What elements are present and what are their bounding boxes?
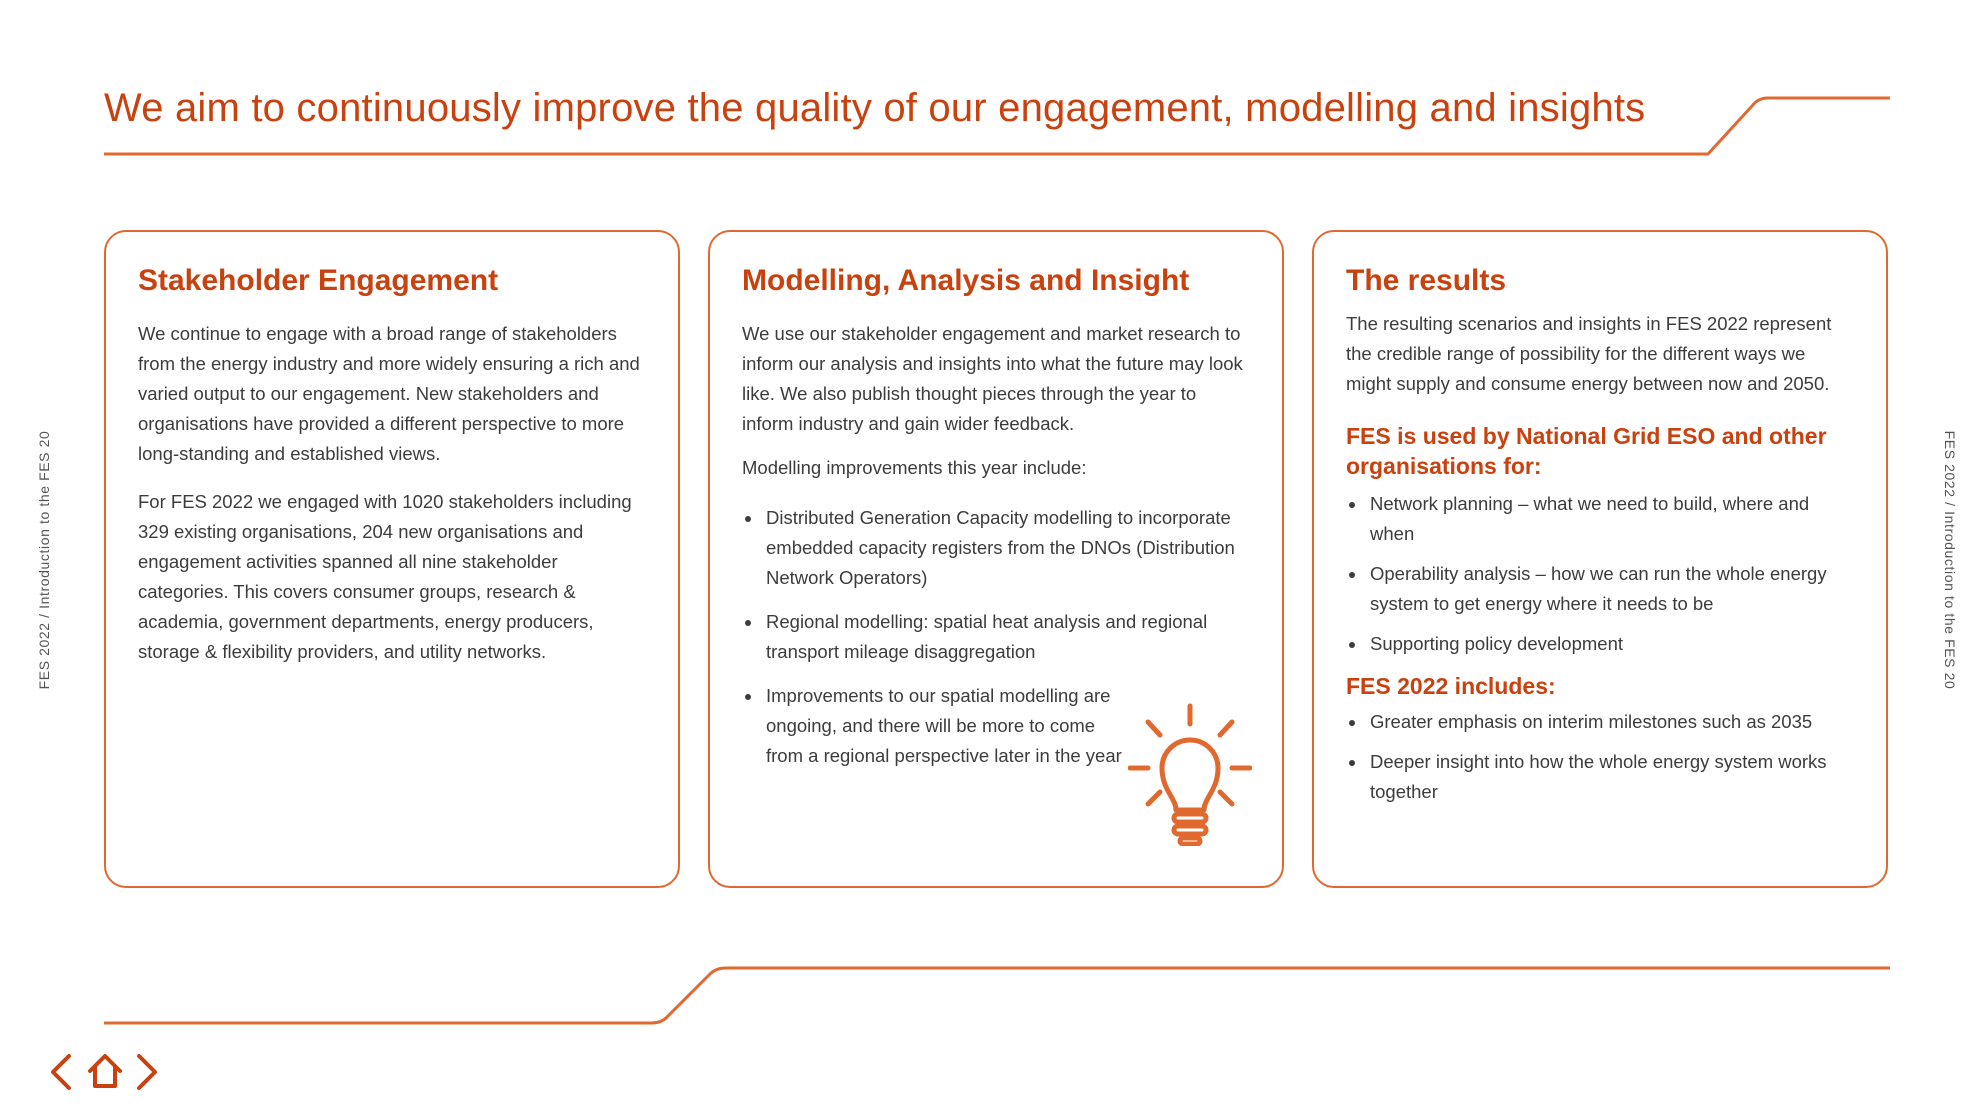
card-paragraph: We continue to engage with a broad range of stakeholders from the energy industry and more widely ensuring a rich and varied output to our engagement. New stakeholders and organisations have provided a different perspective to more long-standing and established views. <box>138 322 640 464</box>
stakeholder-engagement-card <box>104 230 680 888</box>
card-heading: The results <box>1346 264 1507 297</box>
list-item <box>1346 629 1854 659</box>
list-item <box>742 607 1250 667</box>
fes-includes-list <box>1346 707 1854 807</box>
card-paragraph: The resulting scenarios and insights in FES 2022 represent the credible range of possibility for the different ways we might supply and consume energy between now and 2050. <box>1346 312 1832 394</box>
card-heading: Modelling, Analysis and Insight <box>742 264 1190 297</box>
list-item <box>1346 559 1854 619</box>
bullet-icon <box>745 516 751 522</box>
bullet-icon <box>1349 642 1355 648</box>
list-item-text: Regional modelling: spatial heat analysis and regional transport mileage disaggregation <box>766 610 1208 662</box>
home-icon[interactable] <box>86 1052 124 1090</box>
card-paragraph: We use our stakeholder engagement and market research to inform our analysis and insights into what the future may look like. We also publish thought pieces through the year to inform industry and gain wider feedback. <box>742 322 1243 434</box>
list-item-text: Deeper insight into how the whole energy system works together <box>1370 750 1827 802</box>
card-paragraph: Modelling improvements this year include: <box>742 456 1087 478</box>
list-item-text: Improvements to our spatial modelling are ongoing, and there will be more to come from a regional perspective later in the year <box>766 684 1122 766</box>
lightbulb-icon <box>1128 702 1252 846</box>
list-item-text: Network planning – what we need to build, where and when <box>1370 492 1810 544</box>
bullet-icon <box>1349 720 1355 726</box>
list-item-text: Operability analysis – how we can run the whole energy system to get energy where it needs to be <box>1370 562 1827 614</box>
list-item <box>742 503 1250 593</box>
list-item <box>1346 747 1854 807</box>
list-item <box>1346 707 1854 737</box>
list-item-text: Distributed Generation Capacity modelling to incorporate embedded capacity registers from the DNOs (Distribution Network Operators) <box>766 506 1235 588</box>
list-item-text: Greater emphasis on interim milestones such as 2035 <box>1370 710 1813 732</box>
list-item <box>742 681 1136 771</box>
card-paragraph: For FES 2022 we engaged with 1020 stakeholders including 329 existing organisations, 204 new organisations and engagement activities spanned all nine stakeholder categories. This covers consumer groups, research & academia, government departments, energy producers, storage & flexibility providers, and utility networks. <box>138 490 632 662</box>
bullet-icon <box>1349 760 1355 766</box>
side-label-right: FES 2022 / Introduction to the FES 20 <box>1942 430 1958 690</box>
fes-uses-list <box>1346 489 1854 659</box>
chevron-left-icon[interactable] <box>48 1052 74 1092</box>
bullet-icon <box>745 694 751 700</box>
bullet-icon <box>1349 502 1355 508</box>
bottom-decor-line <box>104 968 1890 1023</box>
side-label-left: FES 2022 / Introduction to the FES 20 <box>36 430 52 690</box>
page-title: We aim to continuously improve the quality of our engagement, modelling and insights <box>104 86 1646 130</box>
list-item-text: Supporting policy development <box>1370 632 1623 654</box>
card-subheading: FES 2022 includes: <box>1346 672 1556 699</box>
card-heading: Stakeholder Engagement <box>138 264 499 297</box>
chevron-right-icon[interactable] <box>134 1052 160 1092</box>
bullet-icon <box>1349 572 1355 578</box>
results-card <box>1312 230 1888 888</box>
list-item <box>1346 489 1854 549</box>
card-subheading: FES is used by National Grid ESO and other organisations for: <box>1346 422 1827 479</box>
bullet-icon <box>745 620 751 626</box>
